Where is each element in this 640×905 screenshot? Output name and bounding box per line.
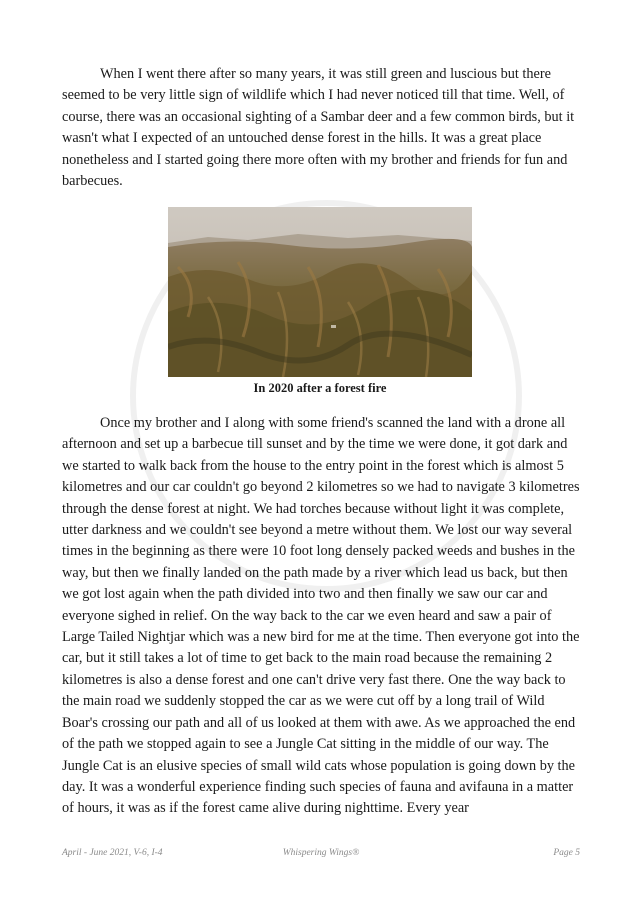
photo-caption: In 2020 after a forest fire: [253, 381, 387, 395]
paragraph-2: Once my brother and I along with some friend's scanned the land with a drone all afternoon and set up a barbecue till sunset and by the time we were done, it got dark and we started to walk back from the house to the entry point in the forest which is almost 5 kilometres and our car couldn't go beyond 2 kilometres so we had to navigate 3 kilometres through the dense forest at night. We had torches because without light it was complete, utter darkness and we couldn't see beyond a metre without them. We lost our way several times in the beginning as there were 10 foot long densely packed weeds and bushes in the way, but then we finally landed on the path made by a river which lead us back, but then we got lost again when the path divided into two and then finally we saw our car and everyone sighed in relief. On the way back to the car we even heard and saw a pair of Large Tailed Nightjar which was a new bird for me at the time. Then everyone got into the car, but it still takes a lot of time to get back to the main road because the remaining 2 kilometres is also a dense forest and one can't drive very fast there. One the way back to the main road we suddenly stopped the car as we were cut off by a long trail of Wild Boar's crossing our path and all of us looked at them with awe. As we approached the end of the path we stopped again to see a Jungle Cat sitting in the middle of our way. The Jungle Cat is an elusive species of small wild cats whose population is going down by the day. It was a wonderful experience finding such species of fauna and avifauna in a matter of hours, it was as if the forest came alive during nighttime. Every year: [62, 415, 580, 817]
forest-landscape-photo: [168, 207, 472, 377]
footer-publication: Whispering Wings®: [282, 848, 360, 858]
paragraph-1: When I went there after so many years, it was still green and luscious but there seemed to be very little sign of wildlife which I had never noticed till that time. Well, of course, there was an occasional sighting of a Sambar deer and a few common birds, but it wasn't what I expected of an untouched dense forest in the hills. It was a great place nonetheless and I started going there more often with my brother and friends for fun and barbecues.: [62, 66, 575, 190]
footer-issue: April - June 2021, V-6, I-4: [62, 848, 163, 858]
footer-page-number: Page 5: [553, 848, 580, 858]
